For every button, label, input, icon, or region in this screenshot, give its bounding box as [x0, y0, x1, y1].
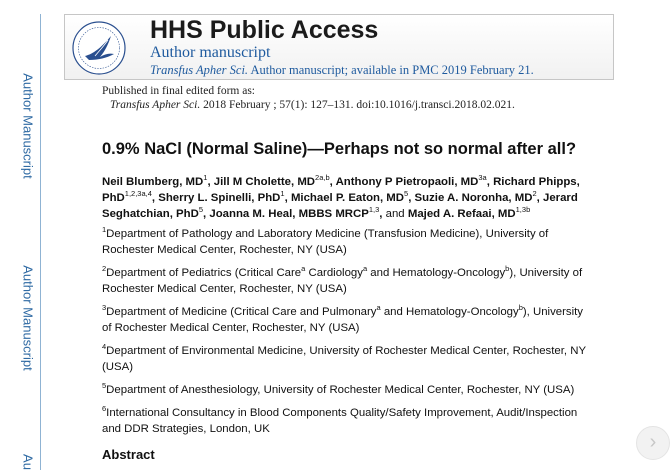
- author-name: Richard Phipps, PhD: [102, 176, 580, 204]
- banner-subtitle: Author manuscript: [150, 44, 271, 61]
- author-list: Neil Blumberg, $MD^1$, Jill M Cholette, $MD^{2a,b}$, Anthony P Pietropaoli, $MD^{3a}$, Richard Phipps, PhD$^{1,2,3a,4}$, Sherry L. Spinelli, PhD$^1$, Michael P. Eaton, $MD^5$, Suzie A. Noronha, $MD^2$, Jerard Seghatchian, PhD$^5$, Joanna M. Heal, MBBS MRCP$^{1,3}$, and Majed A. Refaai, $MD^{1,3b}$: [102, 173, 580, 220]
- affiliation-item: [102, 226, 592, 258]
- author-name: Sherry L. Spinelli, PhD: [158, 192, 281, 204]
- affiliation-text: ), University of Rochester Medical Center, Rochester, NY (USA): [102, 306, 583, 334]
- affiliation-text: and Hematology-Oncology: [367, 267, 506, 279]
- affiliation-text: and Hematology-Oncology: [380, 306, 519, 318]
- affiliation-number: 1: [102, 225, 107, 235]
- author-affil-sup: 2a,b: [315, 173, 330, 183]
- affiliation-item: [102, 304, 592, 336]
- affiliation-sup: a: [362, 264, 368, 274]
- affiliation-item: [102, 382, 592, 398]
- sidebar-rule: [40, 14, 41, 470]
- affiliation-text: Department of Environmental Medicine, University of Rochester Medical Center, Rochester, NY (USA): [102, 345, 586, 373]
- affiliation-number: 2: [102, 264, 107, 274]
- author-name: Jerard Seghatchian, PhD: [102, 192, 578, 220]
- abstract-heading: Abstract: [102, 447, 155, 462]
- author-affil-sup: 1,2,3a,4: [124, 189, 152, 199]
- banner-title: HHS Public Access: [150, 16, 379, 44]
- author-conjunction: and: [385, 208, 405, 220]
- publication-info: [102, 84, 515, 112]
- hhs-eagle-seal-icon: [71, 20, 127, 76]
- author-affil-sup: 1: [203, 173, 208, 183]
- publication-citation: [102, 98, 515, 112]
- author-affil-sup: 1,3: [368, 205, 380, 215]
- affiliation-sup: b: [518, 303, 523, 313]
- banner-status-line: [150, 63, 534, 78]
- author-name: Joanna M. Heal, MBBS MRCP: [209, 208, 369, 220]
- author-affil-sup: 1: [280, 189, 285, 199]
- sidebar-label-author-manuscript: Author Manuscript: [20, 265, 36, 371]
- affiliation-number: 5: [102, 381, 107, 391]
- affiliation-text: Department of Medicine (Critical Care and Pulmonary: [106, 306, 377, 318]
- author-affil-sup: 5: [404, 189, 409, 199]
- affiliation-item: [102, 343, 592, 375]
- affiliations: [102, 226, 592, 444]
- author-name: Jill M Cholette, MD: [213, 176, 316, 188]
- affiliation-text: International Consultancy in Blood Components Quality/Safety Improvement, Audit/Inspection and DDR Strategies, London, UK: [102, 407, 578, 435]
- affiliation-sup: a: [301, 264, 306, 274]
- affiliation-text: Department of Pathology and Laboratory Medicine (Transfusion Medicine), University of Rochester Medical Center, Rochester, NY (USA): [102, 228, 549, 256]
- author-affil-sup: 2: [532, 189, 537, 199]
- chevron-right-icon: ›: [649, 431, 657, 453]
- author-affil-sup: 1,3b: [515, 205, 531, 215]
- banner-status: Author manuscript; available in PMC 2019 February 21.: [250, 63, 534, 77]
- publication-citation-text: 2018 February ; 57(1): 127–131. doi:10.1016/j.transci.2018.02.021.: [203, 99, 515, 111]
- hhs-banner: [64, 14, 614, 80]
- author-affil-sup: 3a: [478, 173, 487, 183]
- publication-heading: Published in final edited form as:: [102, 85, 255, 97]
- author-name: Neil Blumberg, MD: [102, 176, 204, 188]
- next-page-button[interactable]: [636, 426, 670, 460]
- author-affil-sup: 5: [198, 205, 204, 215]
- left-sidebar: [0, 0, 42, 470]
- affiliation-number: 6: [102, 404, 107, 414]
- affiliation-number: 3: [102, 303, 107, 313]
- banner-journal: Transfus Apher Sci.: [150, 63, 249, 77]
- affiliation-sup: b: [505, 264, 510, 274]
- publication-journal: Transfus Apher Sci.: [110, 99, 201, 111]
- affiliation-text: Cardiology: [305, 267, 363, 279]
- sidebar-label-author-manuscript: Au: [20, 454, 36, 470]
- affiliation-item: [102, 405, 592, 437]
- author-name: Majed A. Refaai, MD: [407, 208, 516, 220]
- affiliation-text: Department of Pediatrics (Critical Care: [106, 267, 302, 279]
- author-name: Anthony P Pietropaoli, MD: [335, 176, 479, 188]
- affiliation-sup: a: [376, 303, 381, 313]
- article-title: 0.9% NaCl (Normal Saline)—Perhaps not so normal after all?: [102, 140, 577, 158]
- affiliation-item: [102, 265, 592, 297]
- sidebar-label-author-manuscript: Author Manuscript: [20, 73, 36, 179]
- affiliation-text: Department of Anesthesiology, University of Rochester Medical Center, Rochester, NY (USA): [106, 384, 575, 396]
- author-name: Suzie A. Noronha, MD: [414, 192, 533, 204]
- author-name: Michael P. Eaton, MD: [290, 192, 405, 204]
- affiliation-number: 4: [102, 342, 107, 352]
- affiliation-text: ), University of Rochester Medical Center, Rochester, NY (USA): [102, 267, 583, 295]
